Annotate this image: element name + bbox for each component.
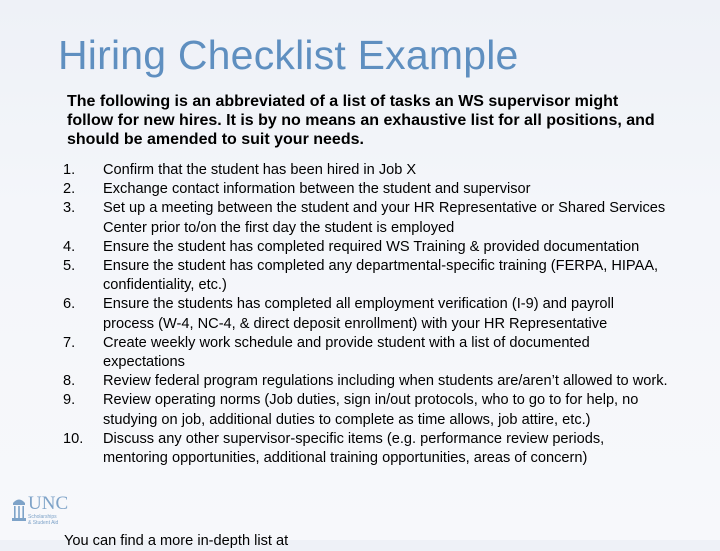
task-item-1 (63, 161, 669, 180)
task-item-8 (63, 372, 669, 391)
task-number: 5. (63, 258, 76, 275)
task-number: 9. (63, 392, 76, 409)
intro-text: The following is an abbreviated of a list of tasks an WS supervisor might follow for new hires. It is by no means an exhaustive list for all positions, and should be amended to suit your needs. (67, 93, 655, 148)
task-number: 10. (63, 430, 84, 447)
slide-title: Hiring Checklist Example (58, 32, 519, 78)
footer-text: You can find a more in-depth list at (64, 533, 289, 549)
task-number: 1. (63, 162, 76, 178)
task-item-4 (63, 238, 669, 257)
task-text: Confirm that the student has been hired in Job X (103, 162, 417, 178)
unc-logo (12, 493, 69, 528)
task-text: Discuss any other supervisor-specific items (e.g. performance review periods, mentoring opportunities, additional training opportunities, areas of concern) (103, 430, 605, 467)
logo-subtext-line2: & Student Aid (28, 520, 59, 526)
task-item-2 (63, 180, 669, 199)
task-item-7 (63, 334, 669, 372)
task-list (63, 161, 669, 468)
task-number: 4. (63, 238, 76, 255)
task-number: 6. (63, 296, 76, 313)
logo-subtext-line1: Scholarships (28, 514, 57, 520)
task-item-3 (63, 199, 669, 237)
logo-subtext (28, 514, 58, 526)
task-text: Set up a meeting between the student and your HR Representative or Shared Services Center prior to/on the first day the student is employed (103, 200, 666, 236)
task-number: 3. (63, 200, 76, 217)
task-item-9 (63, 391, 669, 429)
task-text: Ensure the students has completed all employment verification (I-9) and payroll process (W-4, NC-4, & direct deposit enrollment) with your HR Representative (103, 296, 615, 332)
task-text: Exchange contact information between the student and supervisor (103, 181, 531, 198)
task-item-10 (63, 430, 669, 468)
task-number: 2. (63, 181, 76, 198)
task-item-5 (63, 257, 669, 295)
task-number: 7. (63, 334, 76, 351)
task-text: Review federal program regulations including when students are/aren’t allowed to work. (103, 373, 668, 390)
task-number: 8. (63, 373, 76, 390)
old-well-icon (12, 496, 26, 522)
task-text: Ensure the student has completed required WS Training & provided documentation (103, 238, 640, 255)
task-item-6 (63, 295, 669, 333)
task-text: Create weekly work schedule and provide student with a list of documented expectations (103, 334, 590, 371)
logo-wordmark: UNC (28, 493, 69, 514)
task-text: Review operating norms (Job duties, sign in/out protocols, who to go to for help, no studying on job, additional duties to complete as time allows, job attire, etc.) (103, 392, 639, 428)
task-text: Ensure the student has completed any departmental-specific training (FERPA, HIPAA, confidentiality, etc.) (103, 258, 659, 294)
